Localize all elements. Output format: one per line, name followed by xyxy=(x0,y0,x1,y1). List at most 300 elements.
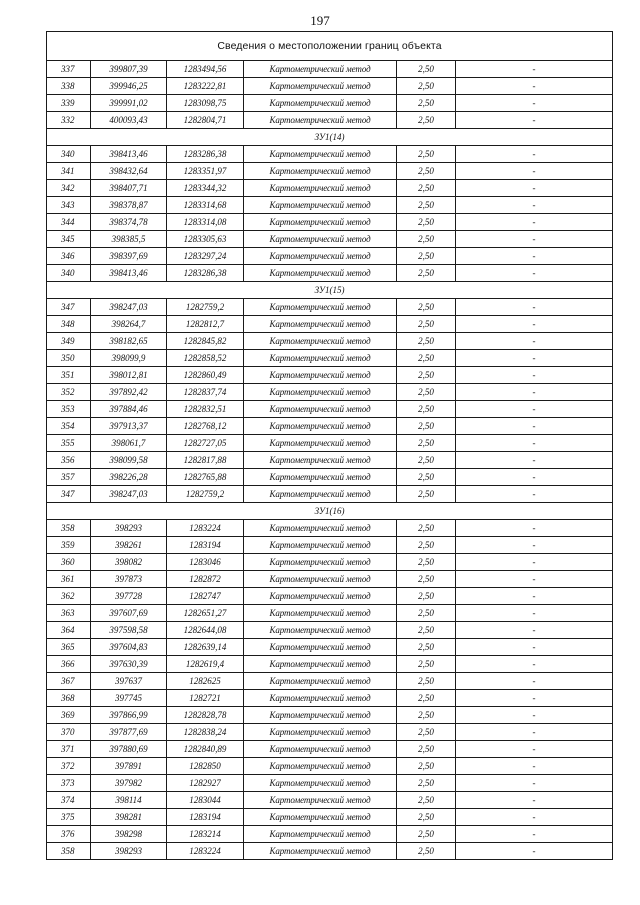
method-cell: Картометрический метод xyxy=(244,537,397,554)
method-cell: Картометрический метод xyxy=(244,231,397,248)
method-cell: Картометрический метод xyxy=(244,401,397,418)
coord-y-cell: 1282872 xyxy=(167,571,244,588)
coord-x-cell: 398099,9 xyxy=(91,350,167,367)
method-cell: Картометрический метод xyxy=(244,656,397,673)
description-cell: - xyxy=(456,520,613,537)
coord-y-cell: 1282639,14 xyxy=(167,639,244,656)
point-number-cell: 359 xyxy=(47,537,91,554)
description-cell: - xyxy=(456,469,613,486)
coord-x-cell: 398226,28 xyxy=(91,469,167,486)
method-cell: Картометрический метод xyxy=(244,95,397,112)
description-cell: - xyxy=(456,367,613,384)
point-number-cell: 340 xyxy=(47,146,91,163)
table-row xyxy=(47,146,613,163)
coord-y-cell: 1283286,38 xyxy=(167,146,244,163)
description-cell: - xyxy=(456,78,613,95)
point-number-cell: 353 xyxy=(47,401,91,418)
point-number-cell: 351 xyxy=(47,367,91,384)
point-number-cell: 332 xyxy=(47,112,91,129)
table-row xyxy=(47,826,613,843)
point-number-cell: 348 xyxy=(47,316,91,333)
accuracy-cell: 2,50 xyxy=(397,112,456,129)
point-number-cell: 347 xyxy=(47,299,91,316)
description-cell: - xyxy=(456,316,613,333)
point-number-cell: 366 xyxy=(47,656,91,673)
description-cell: - xyxy=(456,231,613,248)
coord-y-cell: 1283314,08 xyxy=(167,214,244,231)
coord-x-cell: 397728 xyxy=(91,588,167,605)
description-cell: - xyxy=(456,537,613,554)
description-cell: - xyxy=(456,605,613,622)
method-cell: Картометрический метод xyxy=(244,367,397,384)
coord-x-cell: 398247,03 xyxy=(91,486,167,503)
description-cell: - xyxy=(456,214,613,231)
point-number-cell: 376 xyxy=(47,826,91,843)
accuracy-cell: 2,50 xyxy=(397,792,456,809)
coord-x-cell: 400093,43 xyxy=(91,112,167,129)
point-number-cell: 361 xyxy=(47,571,91,588)
point-number-cell: 339 xyxy=(47,95,91,112)
accuracy-cell: 2,50 xyxy=(397,809,456,826)
point-number-cell: 346 xyxy=(47,248,91,265)
description-cell: - xyxy=(456,775,613,792)
description-cell: - xyxy=(456,707,613,724)
coord-y-cell: 1283494,56 xyxy=(167,61,244,78)
description-cell: - xyxy=(456,622,613,639)
point-number-cell: 364 xyxy=(47,622,91,639)
table-row xyxy=(47,78,613,95)
method-cell: Картометрический метод xyxy=(244,78,397,95)
coord-x-cell: 397607,69 xyxy=(91,605,167,622)
accuracy-cell: 2,50 xyxy=(397,146,456,163)
point-number-cell: 367 xyxy=(47,673,91,690)
point-number-cell: 355 xyxy=(47,435,91,452)
method-cell: Картометрический метод xyxy=(244,707,397,724)
description-cell: - xyxy=(456,809,613,826)
coord-y-cell: 1283214 xyxy=(167,826,244,843)
accuracy-cell: 2,50 xyxy=(397,316,456,333)
accuracy-cell: 2,50 xyxy=(397,690,456,707)
point-number-cell: 344 xyxy=(47,214,91,231)
method-cell: Картометрический метод xyxy=(244,605,397,622)
boundary-table-container xyxy=(46,31,612,860)
description-cell: - xyxy=(456,61,613,78)
accuracy-cell: 2,50 xyxy=(397,741,456,758)
method-cell: Картометрический метод xyxy=(244,639,397,656)
method-cell: Картометрический метод xyxy=(244,299,397,316)
method-cell: Картометрический метод xyxy=(244,333,397,350)
coord-y-cell: 1283305,63 xyxy=(167,231,244,248)
coord-y-cell: 1283098,75 xyxy=(167,95,244,112)
coord-x-cell: 398397,69 xyxy=(91,248,167,265)
table-row xyxy=(47,571,613,588)
coord-y-cell: 1282858,52 xyxy=(167,350,244,367)
method-cell: Картометрический метод xyxy=(244,588,397,605)
method-cell: Картометрический метод xyxy=(244,469,397,486)
point-number-cell: 358 xyxy=(47,843,91,860)
point-number-cell: 375 xyxy=(47,809,91,826)
group-header-row xyxy=(47,282,613,299)
coord-y-cell: 1282840,89 xyxy=(167,741,244,758)
table-row xyxy=(47,214,613,231)
point-number-cell: 373 xyxy=(47,775,91,792)
coord-x-cell: 398298 xyxy=(91,826,167,843)
table-title: Сведения о местоположении границ объекта xyxy=(47,32,613,61)
method-cell: Картометрический метод xyxy=(244,265,397,282)
point-number-cell: 372 xyxy=(47,758,91,775)
coord-x-cell: 398281 xyxy=(91,809,167,826)
coord-x-cell: 398374,78 xyxy=(91,214,167,231)
point-number-cell: 337 xyxy=(47,61,91,78)
coord-x-cell: 397598,58 xyxy=(91,622,167,639)
point-number-cell: 370 xyxy=(47,724,91,741)
coord-y-cell: 1282828,78 xyxy=(167,707,244,724)
coord-x-cell: 397873 xyxy=(91,571,167,588)
table-row xyxy=(47,809,613,826)
table-row xyxy=(47,741,613,758)
method-cell: Картометрический метод xyxy=(244,418,397,435)
point-number-cell: 356 xyxy=(47,452,91,469)
accuracy-cell: 2,50 xyxy=(397,180,456,197)
method-cell: Картометрический метод xyxy=(244,163,397,180)
table-row xyxy=(47,469,613,486)
coord-x-cell: 398182,65 xyxy=(91,333,167,350)
coord-y-cell: 1282927 xyxy=(167,775,244,792)
table-row xyxy=(47,775,613,792)
method-cell: Картометрический метод xyxy=(244,180,397,197)
table-row xyxy=(47,163,613,180)
table-row xyxy=(47,384,613,401)
point-number-cell: 340 xyxy=(47,265,91,282)
description-cell: - xyxy=(456,95,613,112)
coord-y-cell: 1283222,81 xyxy=(167,78,244,95)
point-number-cell: 338 xyxy=(47,78,91,95)
coord-x-cell: 398264,7 xyxy=(91,316,167,333)
method-cell: Картометрический метод xyxy=(244,622,397,639)
point-number-cell: 365 xyxy=(47,639,91,656)
coord-y-cell: 1282768,12 xyxy=(167,418,244,435)
table-row xyxy=(47,265,613,282)
method-cell: Картометрический метод xyxy=(244,146,397,163)
point-number-cell: 342 xyxy=(47,180,91,197)
table-row xyxy=(47,435,613,452)
coord-y-cell: 1283344,32 xyxy=(167,180,244,197)
table-row xyxy=(47,231,613,248)
accuracy-cell: 2,50 xyxy=(397,214,456,231)
table-row xyxy=(47,452,613,469)
method-cell: Картометрический метод xyxy=(244,690,397,707)
coord-y-cell: 1282625 xyxy=(167,673,244,690)
table-row xyxy=(47,656,613,673)
description-cell: - xyxy=(456,826,613,843)
point-number-cell: 357 xyxy=(47,469,91,486)
method-cell: Картометрический метод xyxy=(244,350,397,367)
accuracy-cell: 2,50 xyxy=(397,418,456,435)
description-cell: - xyxy=(456,588,613,605)
coord-x-cell: 397892,42 xyxy=(91,384,167,401)
accuracy-cell: 2,50 xyxy=(397,350,456,367)
coord-x-cell: 398407,71 xyxy=(91,180,167,197)
description-cell: - xyxy=(456,248,613,265)
coord-x-cell: 398378,87 xyxy=(91,197,167,214)
accuracy-cell: 2,50 xyxy=(397,265,456,282)
point-number-cell: 352 xyxy=(47,384,91,401)
method-cell: Картометрический метод xyxy=(244,554,397,571)
coord-y-cell: 1283297,24 xyxy=(167,248,244,265)
accuracy-cell: 2,50 xyxy=(397,622,456,639)
point-number-cell: 363 xyxy=(47,605,91,622)
coord-x-cell: 398261 xyxy=(91,537,167,554)
table-row xyxy=(47,724,613,741)
table-row xyxy=(47,554,613,571)
coord-x-cell: 398082 xyxy=(91,554,167,571)
table-row xyxy=(47,486,613,503)
point-number-cell: 371 xyxy=(47,741,91,758)
accuracy-cell: 2,50 xyxy=(397,61,456,78)
point-number-cell: 360 xyxy=(47,554,91,571)
accuracy-cell: 2,50 xyxy=(397,605,456,622)
coord-y-cell: 1282804,71 xyxy=(167,112,244,129)
description-cell: - xyxy=(456,350,613,367)
point-number-cell: 369 xyxy=(47,707,91,724)
method-cell: Картометрический метод xyxy=(244,384,397,401)
accuracy-cell: 2,50 xyxy=(397,520,456,537)
accuracy-cell: 2,50 xyxy=(397,384,456,401)
coord-x-cell: 397630,39 xyxy=(91,656,167,673)
point-number-cell: 362 xyxy=(47,588,91,605)
method-cell: Картометрический метод xyxy=(244,197,397,214)
table-row xyxy=(47,197,613,214)
point-number-cell: 349 xyxy=(47,333,91,350)
table-row xyxy=(47,299,613,316)
table-row xyxy=(47,418,613,435)
coord-y-cell: 1282759,2 xyxy=(167,486,244,503)
coord-y-cell: 1282721 xyxy=(167,690,244,707)
method-cell: Картометрический метод xyxy=(244,316,397,333)
accuracy-cell: 2,50 xyxy=(397,78,456,95)
coord-y-cell: 1282812,7 xyxy=(167,316,244,333)
coord-y-cell: 1283194 xyxy=(167,809,244,826)
coord-y-cell: 1282817,88 xyxy=(167,452,244,469)
accuracy-cell: 2,50 xyxy=(397,843,456,860)
accuracy-cell: 2,50 xyxy=(397,333,456,350)
coord-x-cell: 397884,46 xyxy=(91,401,167,418)
coord-x-cell: 398413,46 xyxy=(91,265,167,282)
table-row xyxy=(47,588,613,605)
coord-y-cell: 1282832,51 xyxy=(167,401,244,418)
description-cell: - xyxy=(456,265,613,282)
accuracy-cell: 2,50 xyxy=(397,401,456,418)
table-row xyxy=(47,367,613,384)
method-cell: Картометрический метод xyxy=(244,486,397,503)
accuracy-cell: 2,50 xyxy=(397,163,456,180)
coord-x-cell: 398293 xyxy=(91,843,167,860)
coord-y-cell: 1283044 xyxy=(167,792,244,809)
description-cell: - xyxy=(456,843,613,860)
accuracy-cell: 2,50 xyxy=(397,469,456,486)
description-cell: - xyxy=(456,180,613,197)
accuracy-cell: 2,50 xyxy=(397,486,456,503)
point-number-cell: 347 xyxy=(47,486,91,503)
description-cell: - xyxy=(456,452,613,469)
coord-x-cell: 397880,69 xyxy=(91,741,167,758)
accuracy-cell: 2,50 xyxy=(397,197,456,214)
group-label: ЗУ1(15) xyxy=(47,282,613,299)
table-title-row xyxy=(47,32,613,61)
coord-x-cell: 398012,81 xyxy=(91,367,167,384)
method-cell: Картометрический метод xyxy=(244,792,397,809)
coord-y-cell: 1283224 xyxy=(167,843,244,860)
coord-y-cell: 1282860,49 xyxy=(167,367,244,384)
coord-y-cell: 1282845,82 xyxy=(167,333,244,350)
accuracy-cell: 2,50 xyxy=(397,452,456,469)
method-cell: Картометрический метод xyxy=(244,741,397,758)
description-cell: - xyxy=(456,758,613,775)
description-cell: - xyxy=(456,554,613,571)
description-cell: - xyxy=(456,741,613,758)
accuracy-cell: 2,50 xyxy=(397,639,456,656)
description-cell: - xyxy=(456,639,613,656)
coord-y-cell: 1282727,05 xyxy=(167,435,244,452)
coord-x-cell: 397877,69 xyxy=(91,724,167,741)
coord-x-cell: 398099,58 xyxy=(91,452,167,469)
coord-x-cell: 398293 xyxy=(91,520,167,537)
page-number: 197 xyxy=(310,13,330,28)
description-cell: - xyxy=(456,163,613,180)
point-number-cell: 368 xyxy=(47,690,91,707)
table-row xyxy=(47,690,613,707)
table-row xyxy=(47,316,613,333)
accuracy-cell: 2,50 xyxy=(397,299,456,316)
coord-x-cell: 399991,02 xyxy=(91,95,167,112)
description-cell: - xyxy=(456,299,613,316)
table-row xyxy=(47,792,613,809)
group-label: ЗУ1(14) xyxy=(47,129,613,146)
point-number-cell: 350 xyxy=(47,350,91,367)
method-cell: Картометрический метод xyxy=(244,520,397,537)
method-cell: Картометрический метод xyxy=(244,826,397,843)
description-cell: - xyxy=(456,656,613,673)
description-cell: - xyxy=(456,435,613,452)
accuracy-cell: 2,50 xyxy=(397,231,456,248)
coord-y-cell: 1283351,97 xyxy=(167,163,244,180)
table-row xyxy=(47,758,613,775)
coord-x-cell: 398413,46 xyxy=(91,146,167,163)
accuracy-cell: 2,50 xyxy=(397,758,456,775)
description-cell: - xyxy=(456,724,613,741)
coord-x-cell: 399807,39 xyxy=(91,61,167,78)
accuracy-cell: 2,50 xyxy=(397,248,456,265)
table-row xyxy=(47,350,613,367)
description-cell: - xyxy=(456,792,613,809)
method-cell: Картометрический метод xyxy=(244,61,397,78)
point-number-cell: 343 xyxy=(47,197,91,214)
coord-y-cell: 1282651,27 xyxy=(167,605,244,622)
coord-x-cell: 397604,83 xyxy=(91,639,167,656)
table-body xyxy=(47,32,613,860)
accuracy-cell: 2,50 xyxy=(397,656,456,673)
description-cell: - xyxy=(456,486,613,503)
method-cell: Картометрический метод xyxy=(244,571,397,588)
coord-y-cell: 1283046 xyxy=(167,554,244,571)
method-cell: Картометрический метод xyxy=(244,724,397,741)
group-header-row xyxy=(47,129,613,146)
table-row xyxy=(47,673,613,690)
coord-x-cell: 397866,99 xyxy=(91,707,167,724)
table-row xyxy=(47,180,613,197)
method-cell: Картометрический метод xyxy=(244,214,397,231)
coord-y-cell: 1283286,38 xyxy=(167,265,244,282)
coord-y-cell: 1282747 xyxy=(167,588,244,605)
group-label: ЗУ1(16) xyxy=(47,503,613,520)
description-cell: - xyxy=(456,690,613,707)
group-header-row xyxy=(47,503,613,520)
method-cell: Картометрический метод xyxy=(244,673,397,690)
coord-x-cell: 398432,64 xyxy=(91,163,167,180)
description-cell: - xyxy=(456,112,613,129)
accuracy-cell: 2,50 xyxy=(397,724,456,741)
point-number-cell: 345 xyxy=(47,231,91,248)
method-cell: Картометрический метод xyxy=(244,435,397,452)
description-cell: - xyxy=(456,333,613,350)
table-row xyxy=(47,61,613,78)
description-cell: - xyxy=(456,673,613,690)
accuracy-cell: 2,50 xyxy=(397,537,456,554)
coord-y-cell: 1282765,88 xyxy=(167,469,244,486)
description-cell: - xyxy=(456,418,613,435)
method-cell: Картометрический метод xyxy=(244,775,397,792)
table-row xyxy=(47,401,613,418)
point-number-cell: 358 xyxy=(47,520,91,537)
accuracy-cell: 2,50 xyxy=(397,571,456,588)
method-cell: Картометрический метод xyxy=(244,248,397,265)
coord-x-cell: 397637 xyxy=(91,673,167,690)
table-row xyxy=(47,605,613,622)
coord-y-cell: 1282837,74 xyxy=(167,384,244,401)
method-cell: Картометрический метод xyxy=(244,452,397,469)
coord-y-cell: 1282850 xyxy=(167,758,244,775)
coord-y-cell: 1283314,68 xyxy=(167,197,244,214)
table-row xyxy=(47,112,613,129)
description-cell: - xyxy=(456,384,613,401)
coord-y-cell: 1282644,08 xyxy=(167,622,244,639)
accuracy-cell: 2,50 xyxy=(397,588,456,605)
coord-y-cell: 1282838,24 xyxy=(167,724,244,741)
coord-x-cell: 398247,03 xyxy=(91,299,167,316)
accuracy-cell: 2,50 xyxy=(397,707,456,724)
table-row xyxy=(47,639,613,656)
method-cell: Картометрический метод xyxy=(244,112,397,129)
method-cell: Картометрический метод xyxy=(244,758,397,775)
point-number-cell: 374 xyxy=(47,792,91,809)
description-cell: - xyxy=(456,571,613,588)
coord-x-cell: 398061,7 xyxy=(91,435,167,452)
coord-x-cell: 398385,5 xyxy=(91,231,167,248)
description-cell: - xyxy=(456,401,613,418)
point-number-cell: 341 xyxy=(47,163,91,180)
table-row xyxy=(47,707,613,724)
coord-y-cell: 1282619,4 xyxy=(167,656,244,673)
accuracy-cell: 2,50 xyxy=(397,673,456,690)
table-row xyxy=(47,622,613,639)
method-cell: Картометрический метод xyxy=(244,843,397,860)
coord-x-cell: 397891 xyxy=(91,758,167,775)
coord-x-cell: 397982 xyxy=(91,775,167,792)
method-cell: Картометрический метод xyxy=(244,809,397,826)
accuracy-cell: 2,50 xyxy=(397,554,456,571)
coord-y-cell: 1282759,2 xyxy=(167,299,244,316)
coord-x-cell: 398114 xyxy=(91,792,167,809)
